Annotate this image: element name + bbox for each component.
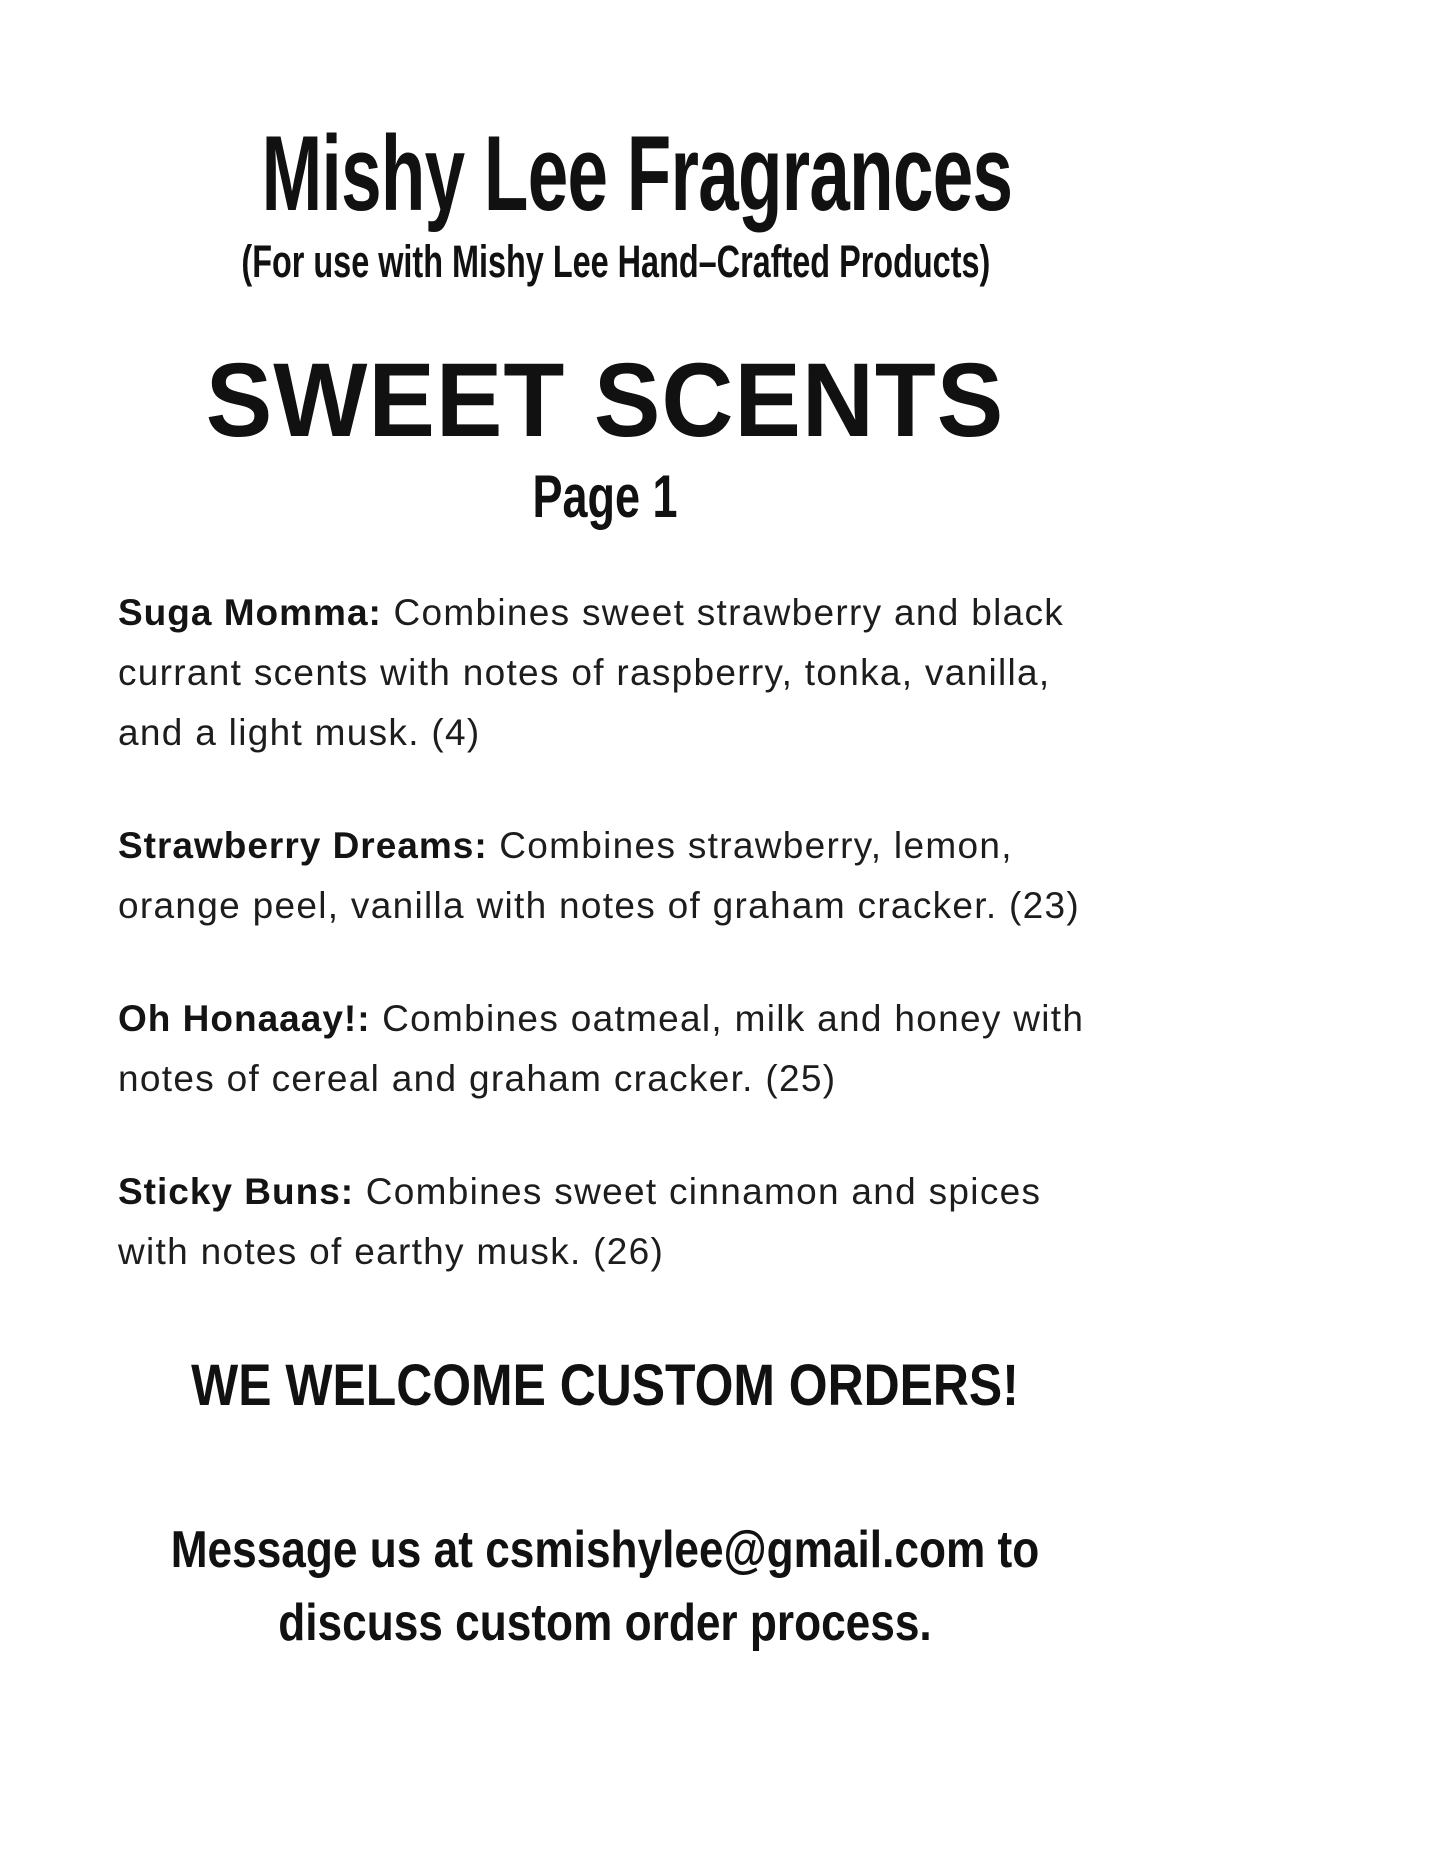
scent-item-oh-honaaay — [118, 989, 1110, 1109]
scent-description: Combines sweet cinnamon and spices with notes of earthy musk. (26) — [118, 1171, 1042, 1272]
scent-item-suga-momma — [118, 583, 1110, 763]
custom-orders-heading-text: WE WELCOME CUSTOM ORDERS! — [191, 1353, 1019, 1418]
document-subtitle-text: (For use with Mishy Lee Hand–Crafted Products) — [241, 236, 991, 287]
page-title-text: Mishy Lee Fragrances — [261, 113, 1013, 233]
scent-name: Strawberry Dreams: — [118, 825, 488, 866]
document-content — [100, 0, 1110, 1660]
contact-message-text: Message us at csmishylee@gmail.com to discuss custom order process. — [170, 1521, 1040, 1652]
scent-description: Combines strawberry, lemon, orange peel, vanilla with notes of graham cracker. (23) — [118, 825, 1081, 926]
document-subtitle — [100, 236, 1110, 287]
contact-message — [100, 1514, 1110, 1660]
section-title: SWEET SCENTS — [205, 342, 1005, 459]
scent-name: Sticky Buns: — [118, 1171, 355, 1212]
scent-description: Combines sweet strawberry and black currant scents with notes of raspberry, tonka, vanilla, and a light musk. (4) — [118, 592, 1065, 753]
scent-item-sticky-buns — [118, 1162, 1110, 1282]
scent-description: Combines oatmeal, milk and honey with notes of cereal and graham cracker. (25) — [118, 998, 1085, 1099]
scent-name: Oh Honaaay!: — [118, 998, 371, 1039]
scent-name: Suga Momma: — [118, 592, 382, 633]
page-number-label — [100, 463, 1110, 530]
page-number-text: Page 1 — [532, 463, 678, 530]
scent-list — [118, 583, 1110, 1282]
custom-orders-heading — [100, 1354, 1110, 1418]
page-title — [100, 113, 1110, 233]
scent-item-strawberry-dreams — [118, 816, 1110, 936]
